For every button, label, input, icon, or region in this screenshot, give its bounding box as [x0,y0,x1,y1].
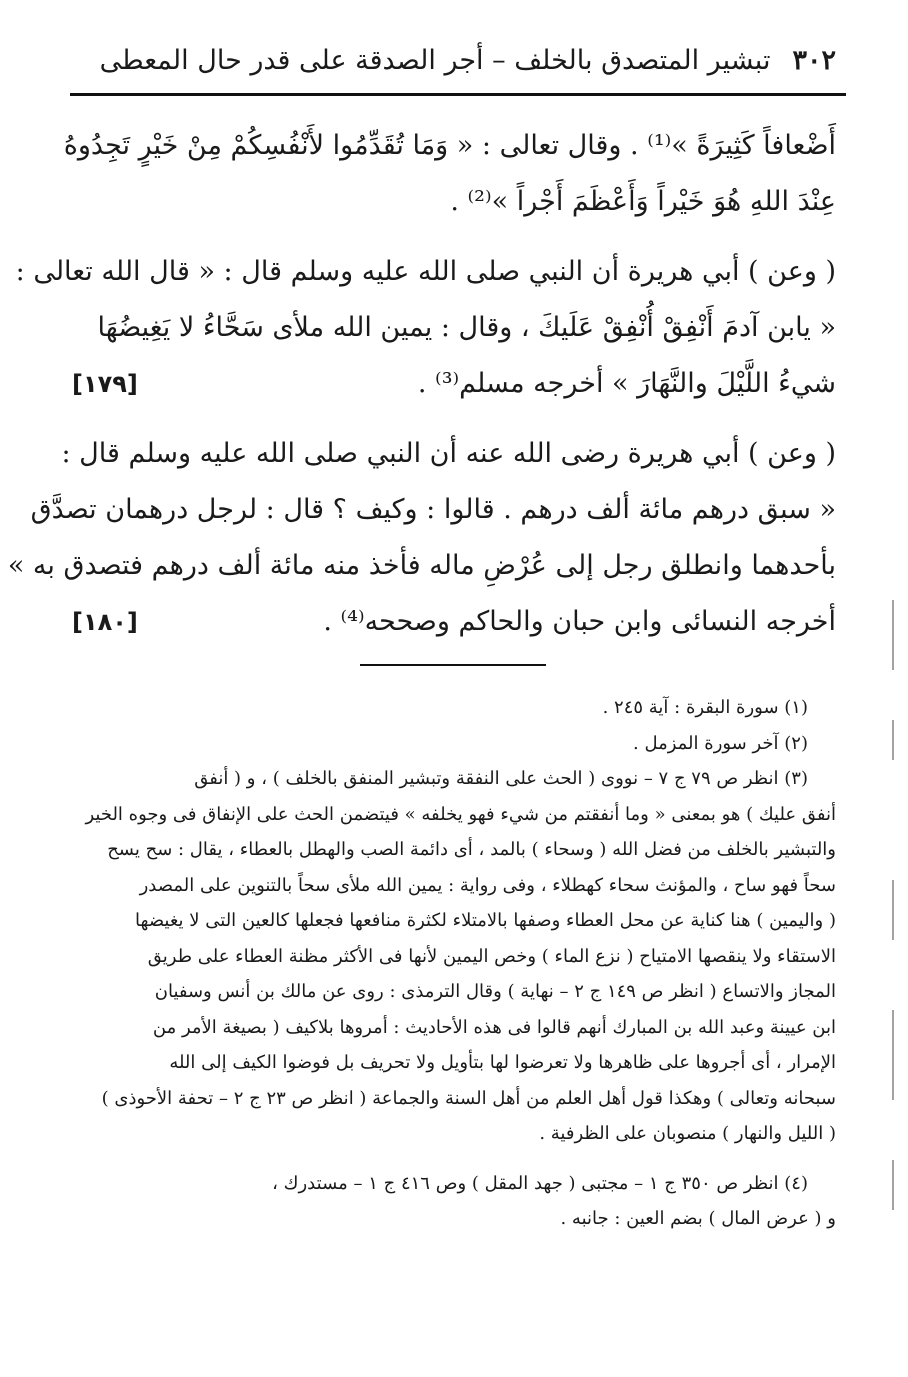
footnotes [72,690,836,1241]
text-line: « يابن آدمَ أَنْفِقْ أُنْفِقْ عَلَيكَ ، وقال : يمين الله ملأى سَحَّاءُ لا يَغِيضُهَا [97,312,836,343]
footnote-1: (١) سورة البقرة : آية ٢٤٥ . [602,697,808,718]
footnote-line: المجاز والاتساع ( انظر ص ١٤٩ ج ٢ – نهاية ) وقال الترمذى : روى عن مالك بن أنس وسفيان [154,981,836,1002]
scan-artifact [892,720,894,760]
running-title: تبشير المتصدق بالخلف – أجر الصدقة على قدر حال المعطى [99,45,771,76]
header-divider [70,93,846,96]
footnote-line: الاستقاء ولا ينقصها الامتياح ( نزع الماء ) وخص اليمين لأنها فى الأكثر مظنة العطاء على طريق [147,945,836,967]
text-line: أخرجه النسائى وابن حبان والحاكم وصححه⁽⁴⁾ . [323,606,836,637]
footnote-line: ابن عيينة وعبد الله بن المبارك أنهم قالوا فى هذه الأحاديث : أمروها بلاكيف ( بصيغة الأمر من [152,1016,836,1038]
footnote-line: أنفق عليك ) هو بمعنى « وما أنفقتم من شيء فهو يخلفه » فيتضمن الحث على الإنفاق فى وجوه الخير [85,803,836,825]
footnote-line: والتبشير بالخلف من فضل الله ( وسحاء ) بالمد ، أى دائمة الصب والهطل بالعطاء ، يقال : سح يسح [107,839,836,860]
text-line: ( وعن ) أبي هريرة رضى الله عنه أن النبي صلى الله عليه وسلم قال : [61,438,836,469]
page-header [72,36,836,86]
paragraph-hadith-179 [15,244,836,412]
footnote-line: و ( عرض المال ) بضم العين : جانبه . [560,1208,836,1229]
footnote-2: (٢) آخر سورة المزمل . [633,732,808,754]
scan-artifact [892,880,894,940]
footnote-line: الإمرار ، أى أجروها على ظاهرها ولا تعرضوا لها بتأويل ولا تحريف بل فوضوا الكيف إلى الله [169,1052,836,1073]
text-line: « سبق درهم مائة ألف درهم . قالوا : وكيف ؟ قال : لرجل درهمان تصدَّق [30,494,836,525]
text-line: شيءُ اللَّيْلَ والنَّهَارَ » أخرجه مسلم⁽³⁾ . [417,368,836,399]
footnote-line: (٤) انظر ص ٣٥٠ ج ١ – مجتبى ( جهد المقل ) وص ٤١٦ ج ١ – مستدرك ، [272,1172,808,1194]
text-line-with-number [72,594,836,650]
page-number: ٣٠٢ [792,45,836,76]
footnote-divider [360,664,546,666]
footnote-line: (٣) انظر ص ٧٩ ج ٧ – نووى ( الحث على النفقة وتبشير المنفق بالخلف ) ، و ( أنفق [194,768,808,789]
paragraph-hadith-180 [7,426,836,650]
hadith-number: [١٧٩] [72,370,138,398]
footnote-4 [72,1166,836,1237]
scan-artifact [892,600,894,670]
main-text [7,118,836,664]
footnote-line: سبحانه وتعالى ) وهكذا قول أهل العلم من أهل السنة والجماعة ( انظر ص ٢٣ ج ٢ – تحفة الأحوذى ) [101,1087,836,1109]
scan-artifact [892,1160,894,1210]
text-line-with-number [72,356,836,412]
text-line: أَضْعافاً كَثِيرَةً »⁽¹⁾ . وقال تعالى : « وَمَا تُقَدِّمُوا لأَنْفُسِكُمْ مِنْ خَيْرٍ تَجِدُوهُ [63,130,836,161]
footnote-line: سحاً فهو ساح ، والمؤنث سحاء كهطلاء ، وفى رواية : يمين الله ملأى سحاً بالتنوين على المصدر [139,874,836,896]
footnote-line: ( الليل والنهار ) منصوبان على الظرفية . [539,1123,836,1144]
hadith-number: [١٨٠] [72,608,138,636]
text-line: بأحدهما وانطلق رجل إلى عُرْضِ ماله فأخذ منه مائة ألف درهم فتصدق به » [7,550,836,581]
footnote-3 [72,761,836,1152]
paragraph-quran-verses [63,118,836,230]
scan-artifact [892,1010,894,1100]
footnote-gap [72,1156,836,1166]
footnote-line: ( واليمين ) هنا كناية عن محل العطاء وصفها بالامتلاء لكثرة منافعها فجعلها كالعين التى لا يغيضها [135,910,836,931]
text-line: ( وعن ) أبي هريرة أن النبي صلى الله عليه وسلم قال : « قال الله تعالى : [15,256,836,287]
text-line: عِنْدَ اللهِ هُوَ خَيْراً وَأَعْظَمَ أَجْراً »⁽²⁾ . [450,186,836,217]
